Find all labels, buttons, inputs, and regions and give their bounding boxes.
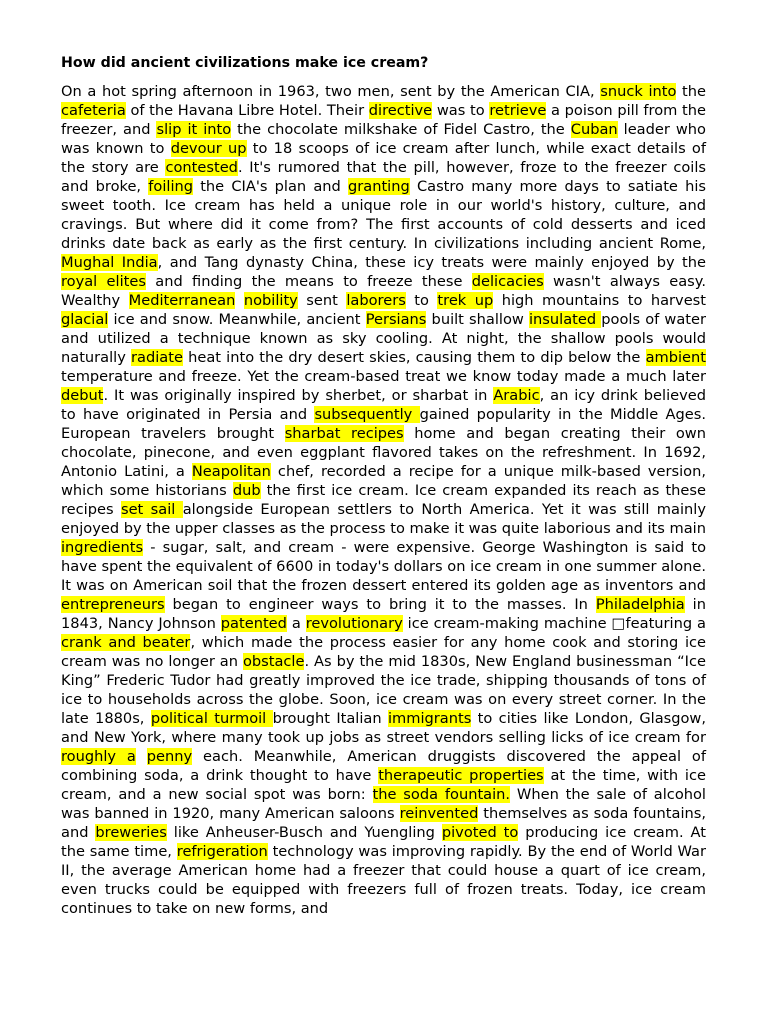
highlighted-term: the soda fountain. bbox=[372, 786, 511, 803]
body-paragraph bbox=[61, 82, 706, 918]
body-text-run: heat into the dry desert skies, causing them to dip below the bbox=[182, 349, 646, 366]
body-text-run: technology was improving rapidly. By the end of World War II, the average American home had a freezer that could house a quart of ice cream, even trucks could be equipped with freezers full of frozen treats. Today, ice cream continues to take on new forms, and bbox=[61, 843, 706, 917]
highlighted-term: ingredients bbox=[61, 539, 144, 556]
body-text-run: - sugar, salt, and cream - were expensive. George Washington is said to have spent the equivalent of 6600 in today's dollars on ice cream in one summer alone. It was on American soil that the frozen dessert entered its golden age as inventors and bbox=[61, 539, 706, 594]
highlighted-term: refrigeration bbox=[176, 843, 268, 860]
body-text-run: the CIA's plan and bbox=[193, 178, 348, 195]
highlighted-term: penny bbox=[146, 748, 193, 765]
highlighted-term: laborers bbox=[346, 292, 406, 309]
body-text-run: themselves as soda fountains, and bbox=[61, 805, 707, 841]
highlighted-term: obstacle bbox=[242, 653, 305, 670]
highlighted-term: directive bbox=[368, 102, 433, 119]
body-text-run: built shallow bbox=[426, 311, 529, 328]
body-text-run: leader who was known to bbox=[61, 121, 706, 157]
highlighted-term: dub bbox=[232, 482, 261, 499]
highlighted-term: set sail bbox=[120, 501, 183, 518]
body-text-run: temperature and freeze. Yet the cream-based treat we know today made a much later bbox=[61, 368, 706, 385]
highlighted-term: Philadelphia bbox=[595, 596, 685, 613]
highlighted-term: revolutionary bbox=[305, 615, 403, 632]
highlighted-term: foiling bbox=[148, 178, 194, 195]
body-text-run: high mountains to harvest bbox=[493, 292, 706, 309]
highlighted-term: Cuban bbox=[570, 121, 618, 138]
highlighted-term: trek up bbox=[437, 292, 494, 309]
body-text-run: to bbox=[405, 292, 438, 309]
body-text-run: gained popularity in the Middle Ages. European travelers brought bbox=[61, 406, 706, 442]
highlighted-term: slip it into bbox=[156, 121, 232, 138]
body-text-run: producing ice cream. At the same time, bbox=[61, 824, 706, 860]
highlighted-term: crank and beater bbox=[61, 634, 191, 651]
highlighted-term: ambient bbox=[645, 349, 706, 366]
body-text-run: home and began creating their own chocolate, pinecone, and even eggplant flavored takes on the refreshment. In 1692, Antonio Latini, a bbox=[61, 425, 706, 480]
highlighted-term: cafeteria bbox=[61, 102, 126, 119]
highlighted-term: entrepreneurs bbox=[61, 596, 165, 613]
body-text-run: alongside European settlers to North America. Yet it was still mainly enjoyed by the upper classes as the process to make it was quite laborious and its main bbox=[61, 501, 706, 537]
highlighted-term: therapeutic properties bbox=[378, 767, 544, 784]
body-text-run: ice cream-making machine □featuring a bbox=[402, 615, 706, 632]
highlighted-term: Mediterranean bbox=[128, 292, 236, 309]
body-text-run bbox=[235, 292, 243, 309]
highlighted-term: pivoted to bbox=[441, 824, 519, 841]
body-text-run: at the time, with ice cream, and a new social spot was born: bbox=[61, 767, 706, 803]
body-text-run: a bbox=[286, 615, 306, 632]
body-text-run: sent bbox=[297, 292, 347, 309]
highlighted-term: immigrants bbox=[387, 710, 472, 727]
highlighted-term: breweries bbox=[95, 824, 167, 841]
highlighted-term: Neapolitan bbox=[191, 463, 271, 480]
highlighted-term: retrieve bbox=[489, 102, 547, 119]
highlighted-term: political turmoil bbox=[150, 710, 273, 727]
highlighted-term: roughly a bbox=[61, 748, 136, 765]
body-text-run: a poison pill from the freezer, and bbox=[61, 102, 706, 138]
highlighted-term: snuck into bbox=[600, 83, 677, 100]
highlighted-term: glacial bbox=[61, 311, 109, 328]
body-text-run bbox=[136, 748, 147, 765]
body-text-run: the first ice cream. Ice cream expanded its reach as these recipes bbox=[61, 482, 706, 518]
body-text-run: brought Italian bbox=[272, 710, 388, 727]
highlighted-term: sharbat recipes bbox=[284, 425, 404, 442]
highlighted-term: debut bbox=[61, 387, 104, 404]
body-text-run: to cities like London, Glasgow, and New York, where many took up jobs as street vendors selling licks of ice cream for bbox=[61, 710, 707, 746]
highlighted-term: radiate bbox=[131, 349, 183, 366]
body-text-run: , and Tang dynasty China, these icy treats were mainly enjoyed by the bbox=[157, 254, 706, 271]
highlighted-term: Persians bbox=[365, 311, 427, 328]
body-text-run: like Anheuser-Busch and Yuengling bbox=[166, 824, 442, 841]
highlighted-term: reinvented bbox=[399, 805, 479, 822]
highlighted-term: contested bbox=[165, 159, 238, 176]
body-text-run: in 1843, Nancy Johnson bbox=[61, 596, 706, 632]
document-title: How did ancient civilizations make ice cream? bbox=[61, 55, 429, 71]
body-text-run: . It's rumored that the pill, however, froze to the freezer coils and broke, bbox=[61, 159, 707, 195]
document-page bbox=[61, 52, 706, 918]
body-text-run: ice and snow. Meanwhile, ancient bbox=[108, 311, 366, 328]
body-text-run: each. Meanwhile, American druggists discovered the appeal of combining soda, a drink thought to have bbox=[61, 748, 706, 784]
highlighted-term: delicacies bbox=[471, 273, 544, 290]
body-text-run: wasn't always easy. Wealthy bbox=[61, 273, 706, 309]
body-text-run: On a hot spring afternoon in 1963, two men, sent by the American CIA, bbox=[61, 83, 601, 100]
body-text-run: chef, recorded a recipe for a unique milk-based version, which some historians bbox=[61, 463, 706, 499]
highlighted-term: subsequently bbox=[314, 406, 420, 423]
body-text-run: When the sale of alcohol was banned in 1920, many American saloons bbox=[61, 786, 706, 822]
body-text-run: was to bbox=[432, 102, 490, 119]
body-text-run: , which made the process easier for any home cook and storing ice cream was no longer an bbox=[61, 634, 706, 670]
body-text-run: and finding the means to freeze these bbox=[145, 273, 472, 290]
highlighted-term: nobility bbox=[243, 292, 298, 309]
highlighted-term: granting bbox=[348, 178, 410, 195]
body-text-run: . It was originally inspired by sherbet, or sharbat in bbox=[103, 387, 494, 404]
body-text-run: Castro many more days to satiate his sweet tooth. Ice cream has held a unique role in our world's history, culture, and cravings. But where did it come from? The first accounts of cold desserts and iced drinks date back as early as the first century. In civilizations including ancient Rome, bbox=[61, 178, 706, 252]
body-text-run: pools of water and utilized a technique known as sky cooling. At night, the shallow pools would naturally bbox=[61, 311, 706, 366]
body-text-run: the chocolate milkshake of Fidel Castro, the bbox=[231, 121, 571, 138]
body-text-run: , an icy drink believed to have originated in Persia and bbox=[61, 387, 706, 423]
highlighted-term: devour up bbox=[170, 140, 247, 157]
body-text-run: to 18 scoops of ice cream after lunch, while exact details of the story are bbox=[61, 140, 706, 176]
highlighted-term: insulated bbox=[528, 311, 602, 328]
highlighted-term: patented bbox=[220, 615, 287, 632]
highlighted-term: Arabic bbox=[493, 387, 540, 404]
body-text-run: of the Havana Libre Hotel. Their bbox=[125, 102, 369, 119]
body-text-run: the bbox=[676, 83, 707, 100]
body-text-run: . As by the mid 1830s, New England businessman “Ice King” Frederic Tudor had greatly improved the ice trade, shipping thousands of tons of ice to households across the globe. Soon, ice cream was on every street corner. In the late 1880s, bbox=[61, 653, 706, 727]
highlighted-term: Mughal India bbox=[61, 254, 158, 271]
body-text-run: began to engineer ways to bring it to the masses. In bbox=[164, 596, 596, 613]
highlighted-term: royal elites bbox=[61, 273, 146, 290]
